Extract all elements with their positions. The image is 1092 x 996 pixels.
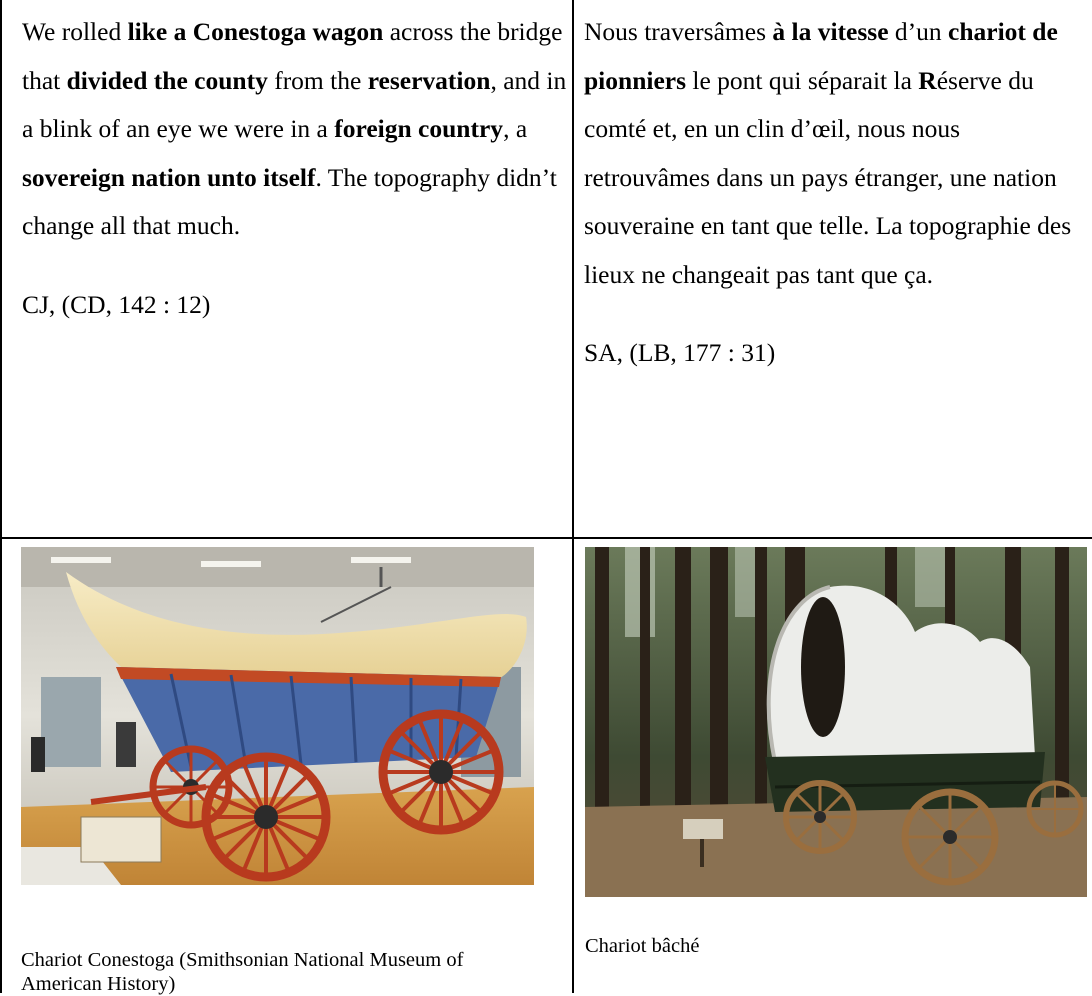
french-excerpt-cell [584, 8, 1089, 378]
french-excerpt: Nous traversâmes à la vitesse d’un chariot de pionniers le pont qui séparait la Réserve du comté et, en un clin d’œil, nous nous retrouvâmes dans un pays étranger, une nation souveraine en tant que telle. La topographie des lieux ne changeait pas tant que ça. [584, 17, 1072, 289]
conestoga-wagon-photo [21, 547, 534, 885]
english-excerpt-cell [22, 8, 570, 329]
conestoga-caption: Chariot Conestoga (Smithsonian National Museum of American History) [21, 949, 464, 995]
covered-wagon-photo [585, 547, 1087, 897]
english-excerpt: We rolled like a Conestoga wagon across the bridge that divided the county from the reservation, and in a blink of an eye we were in a foreign country, a sovereign nation unto itself. The topography didn’t change all that much. [22, 17, 567, 240]
french-citation: SA, (LB, 177 : 31) [584, 338, 776, 367]
table-divider-horizontal [0, 537, 1092, 539]
table-divider-vertical [572, 0, 574, 993]
covered-wagon-caption: Chariot bâché [585, 935, 700, 957]
table-border-left [0, 0, 2, 993]
english-citation: CJ, (CD, 142 : 12) [22, 289, 211, 319]
